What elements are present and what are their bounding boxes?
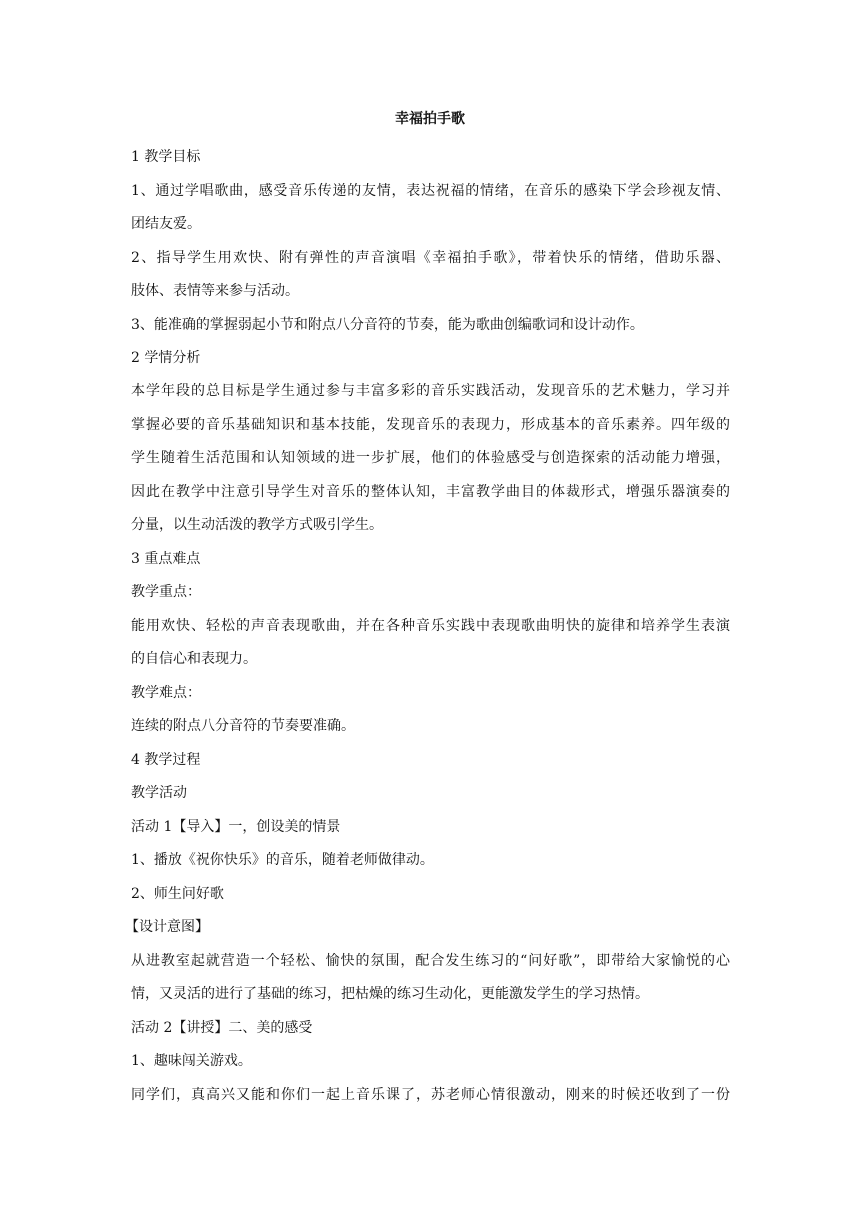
paragraph-line: 能用欢快、轻松的声音表现歌曲，并在各种音乐实践中表现歌曲明快的旋律和培养学生表演 bbox=[131, 618, 730, 634]
subheading-focus: 教学重点： bbox=[131, 584, 201, 600]
paragraph-line: 肢体、表情等来参与活动。 bbox=[131, 283, 299, 299]
paragraph-line: 1、播放《祝你快乐》的音乐，随着老师做律动。 bbox=[131, 852, 434, 868]
paragraph-line: 学生随着生活范围和认知领域的进一步扩展，他们的体验感受与创造探索的活动能力增强， bbox=[131, 450, 730, 466]
paragraph-line: 1、趣味闯关游戏。 bbox=[131, 1053, 252, 1069]
paragraph-line: 2、指导学生用欢快、附有弹性的声音演唱《幸福拍手歌》，带着快乐的情绪，借助乐器、 bbox=[131, 250, 730, 266]
subheading-activities: 教学活动 bbox=[131, 785, 187, 801]
paragraph-line: 掌握必要的音乐基础知识和基本技能，发现音乐的表现力，形成基本的音乐素养。四年级的 bbox=[131, 417, 730, 433]
paragraph-line: 从进教室起就营造一个轻松、愉快的氛围，配合发生练习的“问好歌”，即带给大家愉悦的心 bbox=[131, 953, 730, 969]
activity-2-heading: 活动 2【讲授】二、美的感受 bbox=[131, 1020, 313, 1036]
heading-teaching-process: 4 教学过程 bbox=[131, 752, 201, 768]
heading-teaching-goals: 1 教学目标 bbox=[131, 149, 201, 165]
paragraph-line: 情，又灵活的进行了基础的练习，把枯燥的练习生动化，更能激发学生的学习热情。 bbox=[131, 986, 649, 1002]
paragraph-line: 本学年段的总目标是学生通过参与丰富多彩的音乐实践活动，发现音乐的艺术魅力，学习并 bbox=[131, 383, 730, 399]
paragraph-line: 1、通过学唱歌曲，感受音乐传递的友情，表达祝福的情绪，在音乐的感染下学会珍视友情、 bbox=[131, 183, 730, 199]
paragraph-line: 3、能准确的掌握弱起小节和附点八分音符的节奏，能为歌曲创编歌词和设计动作。 bbox=[131, 317, 644, 333]
paragraph-line: 分量，以生动活泼的教学方式吸引学生。 bbox=[131, 517, 383, 533]
paragraph-line: 同学们，真高兴又能和你们一起上音乐课了，苏老师心情很激动，刚来的时候还收到了一份 bbox=[131, 1087, 730, 1103]
paragraph-line: 2、师生问好歌 bbox=[131, 886, 224, 902]
paragraph-line: 团结友爱。 bbox=[131, 216, 201, 232]
paragraph-line: 因此在教学中注意引导学生对音乐的整体认知，丰富教学曲目的体裁形式，增强乐器演奏的 bbox=[131, 484, 730, 500]
paragraph-line: 的自信心和表现力。 bbox=[131, 651, 257, 667]
heading-student-analysis: 2 学情分析 bbox=[131, 350, 201, 366]
activity-1-heading: 活动 1【导入】一，创设美的情景 bbox=[131, 819, 341, 835]
subheading-difficulty: 教学难点： bbox=[131, 685, 201, 701]
paragraph-line: 连续的附点八分音符的节奏要准确。 bbox=[131, 718, 355, 734]
document-title: 幸福拍手歌 bbox=[395, 111, 465, 127]
design-intent-label: 【设计意图】 bbox=[125, 919, 209, 935]
heading-key-points: 3 重点难点 bbox=[131, 551, 201, 567]
